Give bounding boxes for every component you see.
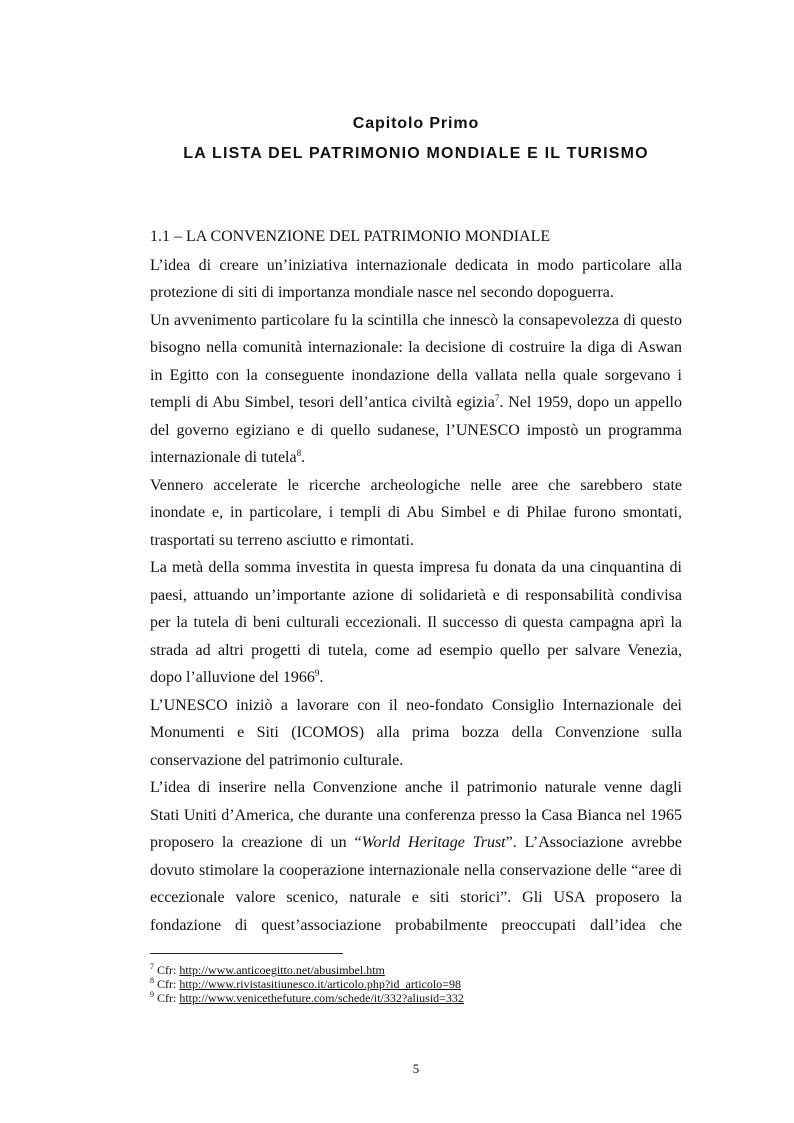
body-line: protezione di siti di importanza mondiale nasce nel secondo dopoguerra. xyxy=(150,284,614,301)
body-text-run: internazionale di tutela xyxy=(150,449,297,466)
body-line: L’UNESCO iniziò a lavorare con il neo-fondato Consiglio Internazionale dei xyxy=(150,697,682,714)
body-text-run: . Nel 1959, dopo un appello xyxy=(499,394,683,411)
body-line: dovuto stimolare la cooperazione internazionale nella conservazione delle “aree di xyxy=(150,862,682,879)
body-line: paesi, attuando un’importante azione di solidarietà e di responsabilità condivisa xyxy=(150,587,682,604)
body-line: Vennero accelerate le ricerche archeologiche nelle aree che sarebbero state xyxy=(150,477,682,494)
footnote-prefix: Cfr: xyxy=(157,991,177,1005)
body-text-run: . xyxy=(319,669,324,686)
body-line: La metà della somma investita in questa impresa fu donata da una cinquantina di xyxy=(150,559,682,576)
body-line: Stati Uniti d’America, che durante una conferenza presso la Casa Bianca nel 1965 xyxy=(150,807,682,824)
body-text-run: . xyxy=(301,449,306,466)
footnote-number: 7 xyxy=(150,962,154,971)
body-line: strada ad altri progetti di tutela, come ad esempio quello per salvare Venezia, xyxy=(150,642,682,659)
chapter-title: LA LISTA DEL PATRIMONIO MONDIALE E IL TURISMO xyxy=(183,145,649,162)
footnote-7 xyxy=(150,963,385,977)
footnote-8 xyxy=(150,977,461,991)
footnote-ref-9[interactable]: 9 xyxy=(314,668,320,678)
body-line: Un avvenimento particolare fu la scintilla che innescò la consapevolezza di questo xyxy=(150,312,682,329)
body-line: L’idea di inserire nella Convenzione anche il patrimonio naturale venne dagli xyxy=(150,779,682,796)
chapter-label: Capitolo Primo xyxy=(352,115,480,132)
body-line xyxy=(150,448,682,468)
footnote-link[interactable]: http://www.anticoegitto.net/abusimbel.htm xyxy=(179,963,385,977)
body-text-run: templi di Abu Simbel, tesori dell’antica civiltà egizia xyxy=(150,394,495,411)
italic-title: World Heritage Trust xyxy=(361,834,506,851)
footnote-separator xyxy=(150,953,343,954)
section-heading: 1.1 – LA CONVENZIONE DEL PATRIMONIO MONDIALE xyxy=(150,228,551,245)
body-line: bisogno nella comunità internazionale: la decisione di costruire la diga di Aswan xyxy=(150,339,682,356)
body-line xyxy=(150,833,682,853)
body-line: eccezionale valore scenico, naturale e siti storici”. Gli USA proposero la xyxy=(150,889,682,906)
footnote-link[interactable]: http://www.venicethefuture.com/schede/it/332?aliusid=332 xyxy=(179,991,464,1005)
body-line: del governo egiziano e di quello sudanese, l’UNESCO impostò un programma xyxy=(150,422,682,439)
footnote-prefix: Cfr: xyxy=(157,963,177,977)
footnote-number: 9 xyxy=(150,990,154,999)
footnote-prefix: Cfr: xyxy=(157,977,177,991)
body-line: L’idea di creare un’iniziativa internazionale dedicata in modo particolare alla xyxy=(150,257,682,274)
body-text-run: proposero la creazione di un “ xyxy=(150,834,362,851)
footnote-ref-8[interactable]: 8 xyxy=(296,448,302,458)
body-text-run: dopo l’alluvione del 1966 xyxy=(150,669,315,686)
footnote-number: 8 xyxy=(150,976,154,985)
body-line xyxy=(150,393,682,413)
body-line: fondazione di quest’associazione probabilmente preoccupati dall’idea che xyxy=(150,917,682,934)
body-line: per la tutela di beni culturali eccezionali. Il successo di questa campagna aprì la xyxy=(150,614,682,631)
body-line: conservazione del patrimonio culturale. xyxy=(150,752,404,769)
footnote-link[interactable]: http://www.rivistasitiunesco.it/articolo.php?id_articolo=98 xyxy=(179,977,461,991)
body-line: Monumenti e Siti (ICOMOS) alla prima bozza della Convenzione sulla xyxy=(150,724,682,741)
body-line: inondate e, in particolare, i templi di Abu Simbel e di Philae furono smontati, xyxy=(150,504,682,521)
footnote-9 xyxy=(150,991,464,1005)
body-text-run: ”. L’Associazione avrebbe xyxy=(505,834,683,851)
body-line: trasportati su terreno asciutto e rimontati. xyxy=(150,532,414,549)
body-line: in Egitto con la conseguente inondazione della vallata nella quale sorgevano i xyxy=(150,367,682,384)
page-number: 5 xyxy=(412,1061,420,1076)
footnote-ref-7[interactable]: 7 xyxy=(494,393,500,403)
body-line xyxy=(150,668,682,688)
